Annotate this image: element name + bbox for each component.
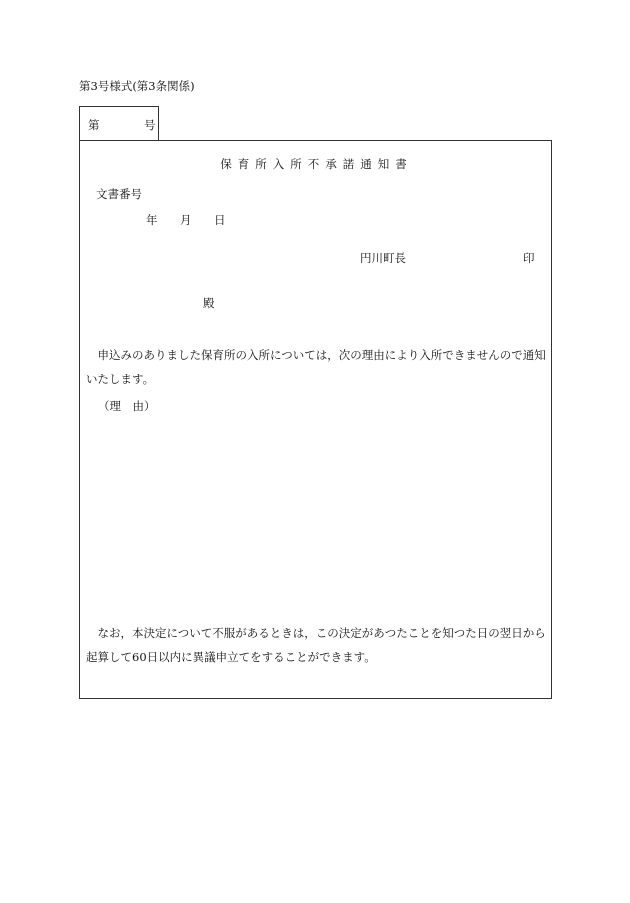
issuer-title: 円川町長 [360,251,406,265]
notice-frame [79,140,552,699]
number-box [79,106,159,140]
notice-body: 申込みのありました保育所の入所については，次の理由により入所できませんので通知いたします。 [86,348,546,386]
date-month: 月 [180,213,192,227]
reason-label: （理 由） [98,399,156,413]
appeal-note: なお，本決定について不服があるときは，この決定があつたことを知つた日の翌日から起算して60日以内に異議申立てをすることができます。 [86,626,546,664]
document-title: 保育所入所不承諾通知書 [220,157,413,171]
form-number-label: 第3号様式(第3条関係) [79,79,195,93]
addressee-suffix: 殿 [203,296,215,310]
seal-mark: 印 [523,251,535,265]
number-suffix: 号 [144,118,156,132]
date-day: 日 [214,213,226,227]
date-year: 年 [146,213,158,227]
doc-number-label: 文書番号 [96,187,142,201]
number-prefix: 第 [88,118,100,132]
